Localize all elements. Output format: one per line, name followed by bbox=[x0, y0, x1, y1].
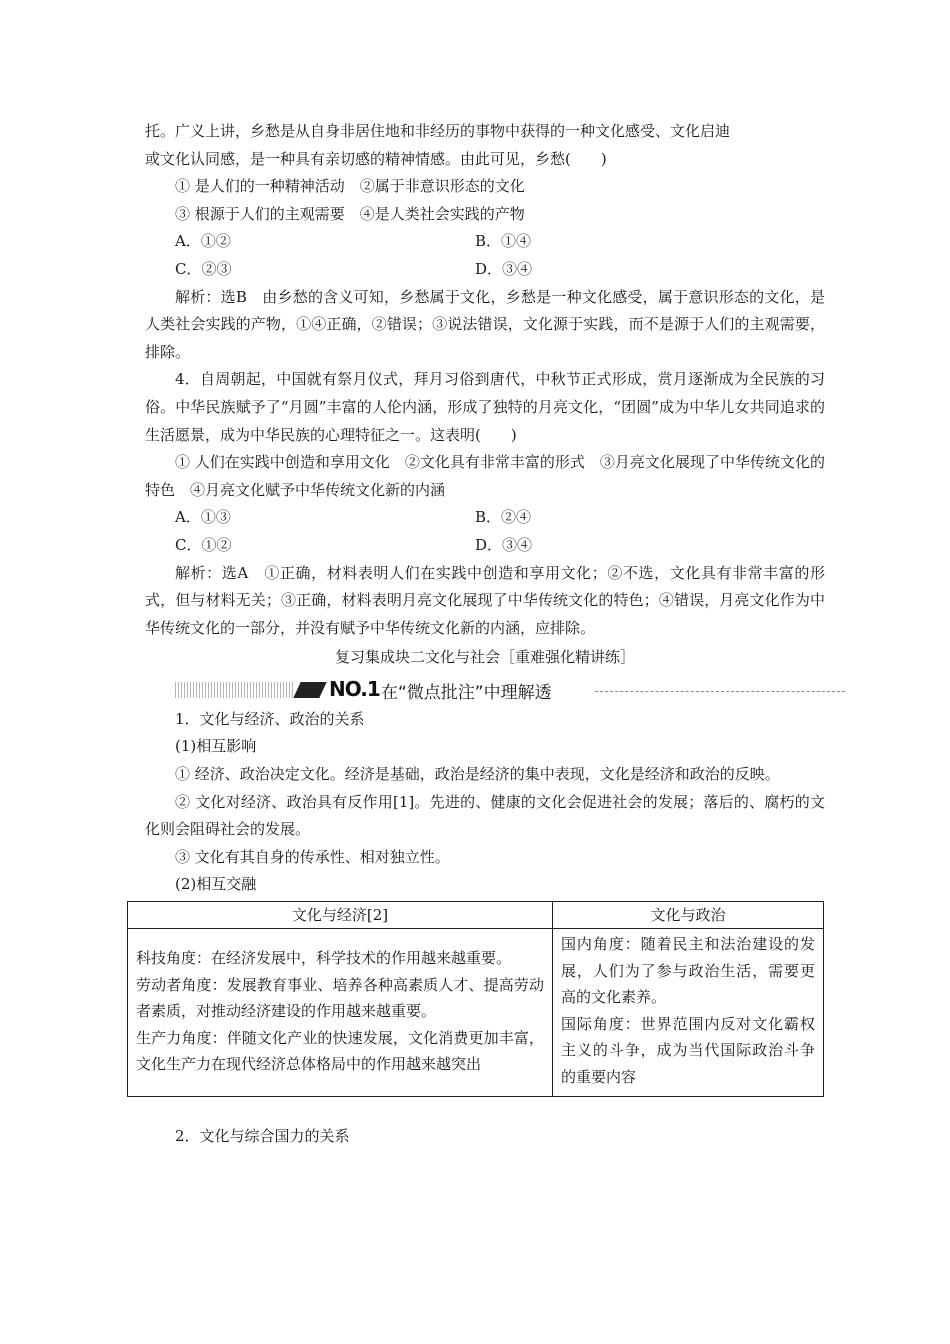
banner-stripes bbox=[175, 682, 293, 698]
q3-statements-2: ③ 根源于人们的主观需要 ④是人类社会实践的产物 bbox=[175, 204, 525, 223]
table-cell-politics bbox=[553, 929, 824, 1097]
politics-point-2: 国际角度：世界范围内反对文化霸权主义的斗争，成为当代国际政治斗争的重要内容 bbox=[561, 1014, 815, 1086]
q3-options-row-2 bbox=[145, 256, 825, 284]
q3-option-c: C．②③ bbox=[175, 259, 232, 278]
table-header-politics: 文化与政治 bbox=[553, 902, 824, 929]
q4-option-b: B．②④ bbox=[475, 508, 532, 527]
q4-option-a: A．①③ bbox=[175, 508, 231, 527]
banner-title: 在“微点批注”中理解透 bbox=[381, 682, 552, 703]
q4-stem: 4．自周朝起，中国就有祭月仪式，拜月习俗到唐代，中秋节正式形成，赏月逐渐成为全民族的习俗。中华民族赋予了“月圆”丰富的人伦内涵，形成了独特的月亮文化，“团圆”成为中华儿女共同追求的生活愿景，成为中华民族的心理特征之一。这表明( ) bbox=[145, 370, 825, 444]
q3-options-row-1 bbox=[145, 228, 825, 256]
banner-slash bbox=[293, 682, 326, 698]
q3-statements-1: ① 是人们的一种精神活动 ②属于非意识形态的文化 bbox=[175, 177, 525, 196]
table-row bbox=[128, 929, 824, 1097]
q3-option-a: A．①② bbox=[175, 232, 231, 251]
politics-point-1: 国内角度：随着民主和法治建设的发展，人们为了参与政治生活，需要更高的文化素养。 bbox=[561, 935, 815, 1007]
q3-stem-line-2: 或文化认同感，是一种具有亲切感的精神情感。由此可见，乡愁( ) bbox=[145, 149, 607, 168]
table-header-economy: 文化与经济[2] bbox=[128, 902, 553, 929]
subheading-integration: (2)相互交融 bbox=[175, 875, 257, 894]
heading-culture-national-power: 2．文化与综合国力的关系 bbox=[175, 1127, 350, 1146]
table-cell-economy bbox=[128, 929, 553, 1097]
heading-culture-economy-politics: 1．文化与经济、政治的关系 bbox=[175, 709, 365, 728]
q3-option-b: B．①④ bbox=[475, 232, 532, 251]
subheading-mutual-influence: (1)相互影响 bbox=[175, 737, 257, 756]
point-2: ② 文化对经济、政治具有反作用[1]。先进的、健康的文化会促进社会的发展；落后的、腐朽的文化则会阻碍社会的发展。 bbox=[145, 792, 825, 839]
section-banner bbox=[145, 676, 825, 704]
q4-options-row-1 bbox=[145, 504, 825, 532]
q4-options-row-2 bbox=[145, 532, 825, 560]
document-page bbox=[136, 118, 825, 1151]
banner-dotted-line bbox=[595, 691, 845, 692]
q3-stem-line-1: 托。广义上讲，乡愁是从自身非居住地和非经历的事物中获得的一种文化感受、文化启迪 bbox=[145, 122, 731, 140]
q3-option-d: D．③④ bbox=[475, 259, 533, 278]
table-header-row bbox=[128, 902, 824, 929]
comparison-table bbox=[127, 901, 824, 1097]
banner-no-label: NO.1 bbox=[329, 676, 380, 701]
point-1: ① 经济、政治决定文化。经济是基础，政治是经济的集中表现，文化是经济和政治的反映。 bbox=[175, 765, 780, 784]
q4-option-d: D．③④ bbox=[475, 535, 533, 554]
q4-statements: ① 人们在实践中创造和享用文化 ②文化具有非常丰富的形式 ③月亮文化展现了中华传统文化的特色 ④月亮文化赋予中华传统文化新的内涵 bbox=[145, 453, 825, 499]
point-3: ③ 文化有其自身的传承性、相对独立性。 bbox=[175, 847, 450, 866]
q3-analysis: 解析：选B 由乡愁的含义可知，乡愁属于文化，乡愁是一种文化感受，属于意识形态的文化，是人类社会实践的产物，①④正确，②错误；③说法错误，文化源于实践，而不是源于人们的主观需要，排除。 bbox=[145, 287, 825, 361]
section-title: 复习集成块二文化与社会［重难强化精讲练］ bbox=[334, 648, 635, 667]
q4-analysis: 解析：选A ①正确，材料表明人们在实践中创造和享用文化；②不选，文化具有非常丰富的形式，但与材料无关；③正确，材料表明月亮文化展现了中华传统文化的特色；④错误，月亮文化作为中华传统文化的一部分，并没有赋予中华传统文化新的内涵，应排除。 bbox=[145, 563, 825, 637]
economy-point-3: 生产力角度：伴随文化产业的快速发展，文化消费更加丰富，文化生产力在现代经济总体格局中的作用越来越突出 bbox=[136, 1028, 544, 1074]
q4-option-c: C．①② bbox=[175, 535, 232, 554]
economy-point-1: 科技角度：在经济发展中，科学技术的作用越来越重要。 bbox=[136, 949, 512, 968]
economy-point-2: 劳动者角度：发展教育事业、培养各种高素质人才、提高劳动者素质，对推动经济建设的作用越来越重要。 bbox=[136, 975, 544, 1021]
